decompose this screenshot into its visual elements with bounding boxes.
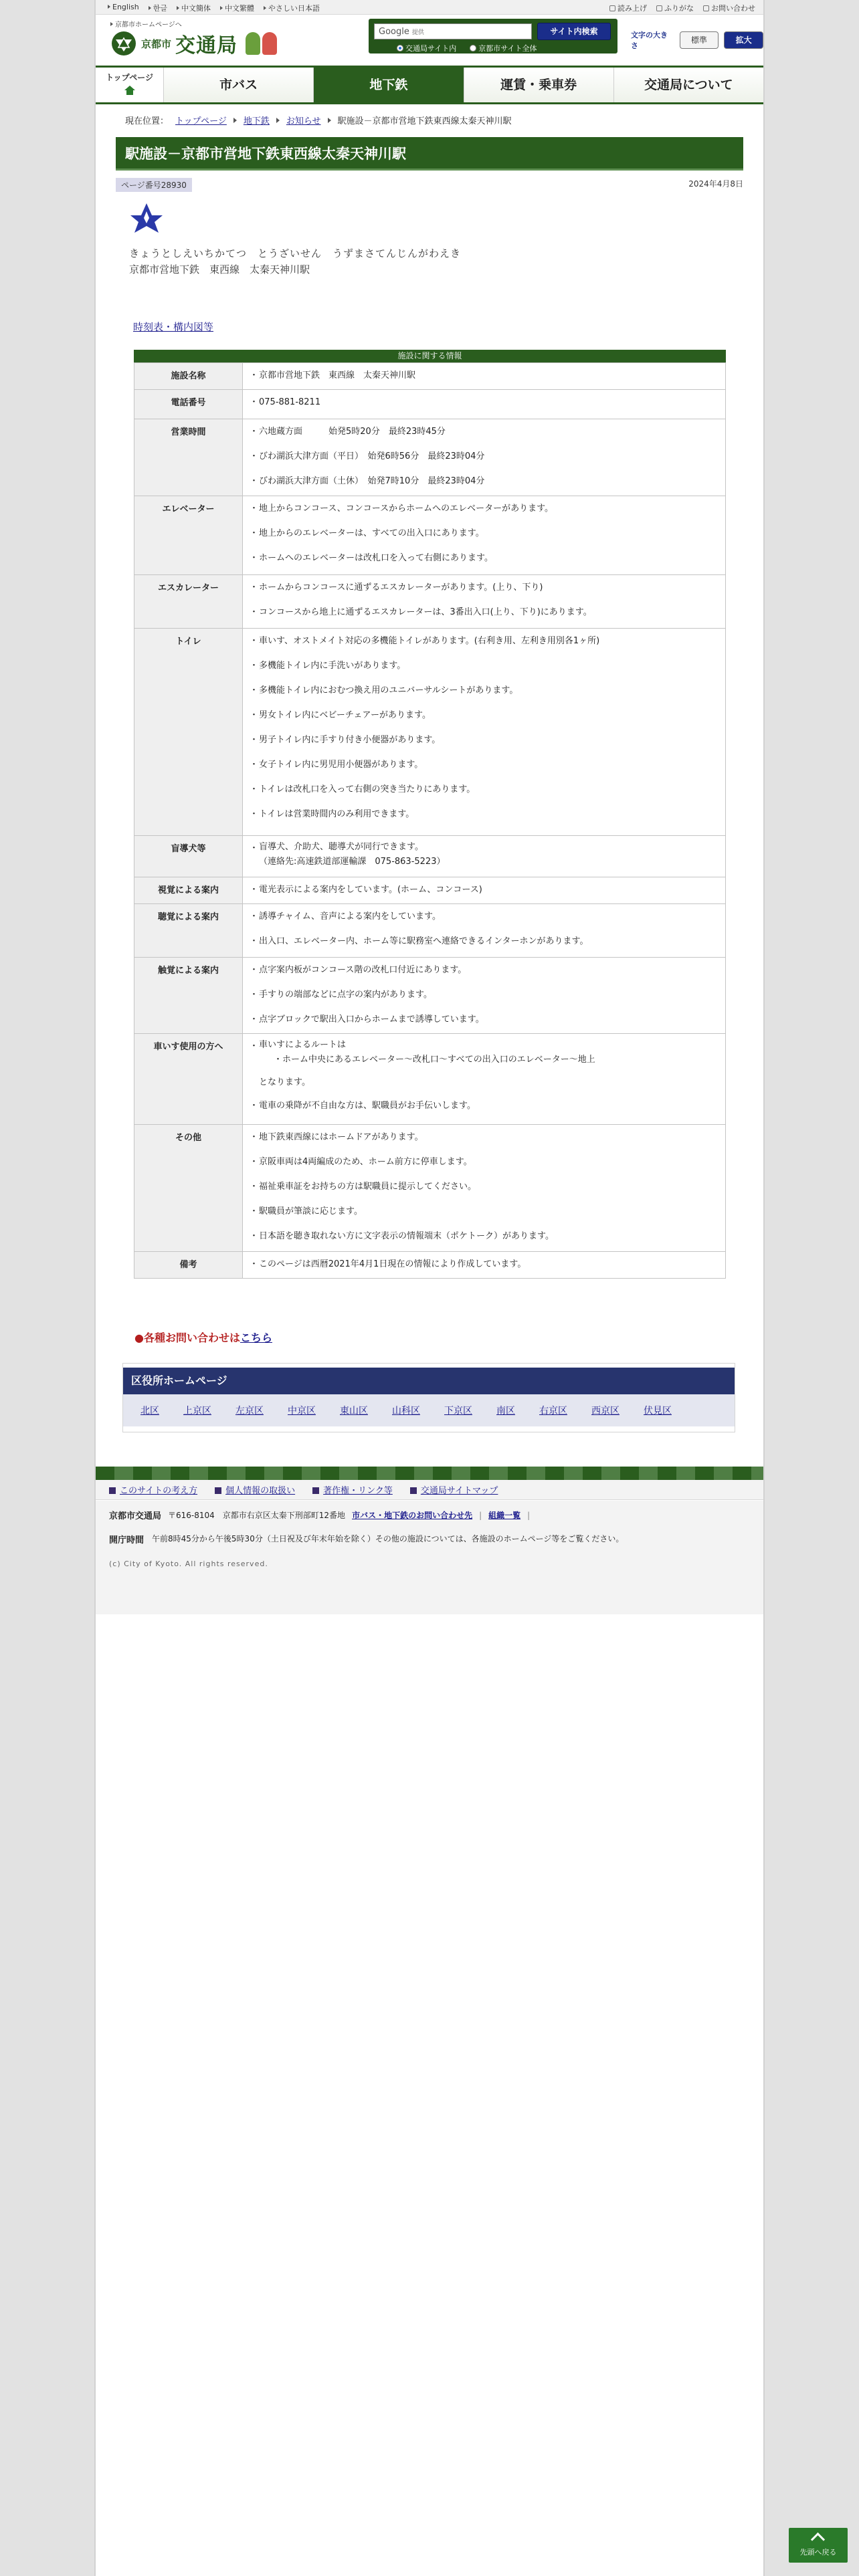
inquiry-line: ●各種お問い合わせはこちら (134, 1331, 272, 1344)
row-label-tactile: 触覚による案内 (134, 958, 243, 1034)
arrow-icon (177, 6, 179, 10)
arrow-icon (220, 6, 223, 10)
nav-fares[interactable]: 運賃・乗車券 (464, 68, 614, 102)
table-row (134, 958, 726, 1034)
ward-link-shimogyo[interactable]: 下京区 (444, 1406, 472, 1416)
font-large-button[interactable]: 拡大 (724, 31, 763, 49)
furigana-icon (656, 5, 662, 11)
station-kana: きょうとしえいちかてつ とうざいせん うずまさてんじんがわえき (129, 247, 462, 259)
chevron-right-icon (233, 118, 237, 123)
scope-radio-bureau[interactable]: 交通局サイト内 (397, 43, 456, 53)
row-label-audio: 聴覚による案内 (134, 904, 243, 958)
row-label-other: その他 (134, 1125, 243, 1252)
square-bullet-icon (410, 1487, 417, 1494)
table-row (134, 1125, 726, 1252)
table-row (134, 877, 726, 904)
chevron-right-icon (276, 118, 280, 123)
search-button[interactable]: サイト内検索 (537, 23, 611, 40)
lang-link-chinese-simplified[interactable]: 中文簡体 (177, 3, 211, 13)
row-label-remarks: 備考 (134, 1252, 243, 1279)
search-scope (397, 43, 537, 53)
row-value-elevator: ・ 地上からコンコース、コンコースからホームへのエレベーターがあります。 ・ 地上からのエレベーターは、すべての出入口にあります。 ・ ホームへのエレベーターは改札口を入って右側にあります。 (243, 496, 726, 575)
page-wrapper (94, 0, 765, 2576)
arrow-icon (110, 22, 113, 26)
ward-office-list (123, 1394, 735, 1426)
nav-top-page[interactable]: トップページ (96, 68, 164, 102)
mail-icon (703, 5, 709, 11)
footer-contact-link[interactable]: 市バス・地下鉄のお問い合わせ先 (352, 1511, 473, 1520)
footer-org-list-link[interactable]: 組織一覧 (488, 1511, 521, 1520)
row-label-toilet: トイレ (134, 629, 243, 836)
site-header (96, 15, 763, 63)
main-nav (96, 66, 763, 104)
font-standard-button[interactable]: 標準 (680, 31, 719, 49)
logo-name-text: 交通局 (175, 34, 238, 58)
breadcrumb-current: 駅施設－京都市営地下鉄東西線太秦天神川駅 (337, 116, 512, 126)
ward-link-higashiyama[interactable]: 東山区 (340, 1406, 368, 1416)
row-label-phone: 電話番号 (134, 390, 243, 419)
table-row (134, 390, 726, 419)
table-row (134, 629, 726, 836)
breadcrumb-news[interactable]: お知らせ (286, 116, 321, 126)
footer-hours: 午前8時45分から午後5時30分（土日祝及び年末年始を除く）その他の施設については、各施設のホームページ等をご覧ください。 (152, 1534, 624, 1543)
arrow-icon (149, 6, 151, 10)
ward-link-nakagyo[interactable]: 中京区 (288, 1406, 316, 1416)
chevron-right-icon (328, 118, 331, 123)
footer-links (96, 1480, 763, 1500)
back-to-top-button[interactable]: 先頭へ戻る (789, 2528, 848, 2563)
nav-about[interactable]: 交通局について (614, 68, 763, 102)
footer-hours-line (109, 1533, 624, 1545)
footer-link-copyright[interactable]: 著作権・リンク等 (312, 1483, 393, 1496)
language-links (108, 3, 320, 13)
logo-city-text: 京都市 (141, 37, 172, 50)
ward-link-fushimi[interactable]: 伏見区 (644, 1406, 672, 1416)
table-row (134, 363, 726, 390)
row-label-escalator: エスカレーター (134, 575, 243, 629)
row-label-wheelchair: 車いす使用の方へ (134, 1034, 243, 1125)
lang-link-easy-japanese[interactable]: やさしい日本語 (264, 3, 320, 13)
row-value-toilet: ・ 車いす、オストメイト対応の多機能トイレがあります。(右利き用、左利き用別各1ヶ所) ・ 多機能トイレ内に手洗いがあります。 ・ 多機能トイレ内におむつ換え用のユニバーサルシートがあります。 ・ 男女トイレ内にベビーチェアーがあります。 ・ 男子トイレ内に手すり付き小便器があります。 ・ 女子トイレ内に男児用小便器があります。 ・ トイレは改札口を入って右側の突き当たりにあります。 ・ トイレは営業時間内のみ利用できます。 (243, 629, 726, 836)
row-label-elevator: エレベーター (134, 496, 243, 575)
row-value-tactile: ・ 点字案内板がコンコース階の改札口付近にあります。 ・ 手すりの端部などに点字の案内があります。 ・ 点字ブロックで駅出入口からホームまで誘導しています。 (243, 958, 726, 1034)
lang-link-chinese-traditional[interactable]: 中文繁體 (220, 3, 254, 13)
row-label-hours: 営業時間 (134, 419, 243, 496)
row-value-facility: ・ 京都市営地下鉄 東西線 太秦天神川駅 (243, 363, 726, 390)
subway-logo-icon (129, 201, 164, 235)
copyright: (c) City of Kyoto. All rights reserved. (109, 1560, 268, 1568)
ward-link-kita[interactable]: 北区 (140, 1406, 159, 1416)
font-size-label: 文字の大きさ (631, 31, 668, 50)
table-row (134, 419, 726, 496)
breadcrumb (125, 114, 512, 126)
footer-address-line: 京都市交通局 〒616-8104 京都市右京区太秦下刑部町12番地 市バス・地下鉄のお問い合わせ先 | 組織一覧 | (109, 1509, 530, 1521)
lang-link-english[interactable]: English (108, 3, 139, 13)
table-row (134, 496, 726, 575)
row-label-dog: 盲導犬等 (134, 836, 243, 877)
footer-link-policy[interactable]: このサイトの考え方 (109, 1483, 197, 1496)
kyoto-city-emblem-icon (110, 30, 137, 57)
breadcrumb-subway[interactable]: 地下鉄 (243, 116, 270, 126)
nav-city-bus[interactable]: 市バス (164, 68, 314, 102)
city-home-link[interactable]: 京都市ホームページへ (110, 19, 182, 29)
mascot-icon (262, 32, 277, 55)
footer-decoration (96, 1467, 763, 1480)
speaker-icon (609, 5, 615, 11)
mascot-icon (246, 32, 260, 55)
row-value-phone: ・ 075-881-8211 (243, 390, 726, 419)
ward-link-nishikyo[interactable]: 西京区 (591, 1406, 619, 1416)
row-value-other: ・ 地下鉄東西線にはホームドアがあります。 ・ 京阪車両は4両編成のため、ホーム前方に停車します。 ・ 福祉乗車証をお持ちの方は駅職員に提示してください。 ・ 駅職員が筆談に応じます。 ・ 日本語を聴き取れない方に文字表示の情報端末（ポケトーク）があります。 (243, 1125, 726, 1252)
row-label-facility: 施設名称 (134, 363, 243, 390)
row-value-wheelchair: ・ 車いすによるルートは ・ホーム中央にあるエレベーター～改札口～すべての出入口のエレベーター～地上 となります。 ・ 電車の乗降が不自由な方は、駅職員がお手伝いします。 (243, 1034, 726, 1125)
lang-link-korean[interactable]: 한글 (149, 3, 167, 13)
table-caption: 施設に関する情報 (134, 350, 726, 362)
inquiry-link[interactable]: こちら (240, 1331, 272, 1344)
footer-link-sitemap[interactable]: 交通局サイトマップ (410, 1483, 498, 1496)
site-logo[interactable] (110, 28, 277, 59)
row-value-escalator: ・ ホームからコンコースに通ずるエスカレーターがあります。(上り、下り) ・ コンコースから地上に通ずるエスカレーターは、3番出入口(上り、下り)にあります。 (243, 575, 726, 629)
row-value-audio: ・ 誘導チャイム、音声による案内をしています。 ・ 出入口、エレベーター内、ホーム等に駅務室へ連絡できるインターホンがあります。 (243, 904, 726, 958)
arrow-icon (264, 6, 266, 10)
ward-office-box (122, 1363, 735, 1432)
table-row (134, 904, 726, 958)
row-value-dog: ・ 盲導犬、介助犬、聴導犬が同行できます。 （連絡先:高速鉄道部運輸課 075-863-5223） (243, 836, 726, 877)
table-row (134, 575, 726, 629)
row-label-visual: 視覚による案内 (134, 877, 243, 904)
scope-radio-city[interactable]: 京都市サイト全体 (470, 43, 537, 53)
tool-links (609, 3, 755, 13)
row-value-remarks: ・ このページは西暦2021年4月1日現在の情報により作成しています。 (243, 1252, 726, 1279)
footer-org: 京都市交通局 (109, 1511, 162, 1521)
page-date: 2024年4月8日 (688, 179, 743, 189)
home-icon (124, 86, 136, 95)
read-aloud-link[interactable]: 読み上げ (609, 3, 647, 13)
table-row (134, 1034, 726, 1125)
ward-link-sakyo[interactable]: 左京区 (235, 1406, 264, 1416)
footer-info (96, 1501, 763, 1614)
mascot-group (246, 32, 277, 55)
search-input[interactable]: Google 提供 (374, 23, 532, 39)
table-row (134, 1252, 726, 1279)
radio-icon (470, 45, 476, 51)
square-bullet-icon (312, 1487, 319, 1494)
arrow-icon (108, 5, 110, 9)
footer-address: 〒616-8104 京都市右京区太秦下刑部町12番地 (168, 1511, 346, 1520)
utility-bar (96, 0, 763, 15)
page-number: ページ番号28930 (116, 178, 192, 192)
ward-link-minami[interactable]: 南区 (496, 1406, 515, 1416)
furigana-link[interactable]: ふりがな (656, 3, 694, 13)
square-bullet-icon (215, 1487, 221, 1494)
timetable-link[interactable]: 時刻表・構内図等 (133, 321, 214, 333)
ward-link-kamigyo[interactable]: 上京区 (183, 1406, 211, 1416)
ward-link-ukyo[interactable]: 右京区 (539, 1406, 567, 1416)
radio-selected-icon (397, 45, 403, 51)
station-name: 京都市営地下鉄 東西線 太秦天神川駅 (129, 263, 310, 276)
footer-link-privacy[interactable]: 個人情報の取扱い (215, 1483, 295, 1496)
row-value-visual: ・ 電光表示による案内をしています。(ホーム、コンコース) (243, 877, 726, 904)
ward-link-yamashina[interactable]: 山科区 (392, 1406, 420, 1416)
square-bullet-icon (109, 1487, 116, 1494)
ward-office-title: 区役所ホームページ (123, 1368, 735, 1394)
site-search (369, 19, 617, 53)
table-row (134, 836, 726, 877)
page-title: 駅施設－京都市営地下鉄東西線太秦天神川駅 (116, 137, 743, 171)
font-size-control (631, 29, 763, 51)
contact-link[interactable]: お問い合わせ (703, 3, 755, 13)
breadcrumb-label: 現在位置： (125, 116, 169, 126)
breadcrumb-top[interactable]: トップページ (175, 116, 227, 126)
nav-subway[interactable]: 地下鉄 (314, 68, 464, 102)
footer-hours-label: 開庁時間 (109, 1535, 145, 1545)
facility-info-table (134, 350, 726, 1279)
row-value-hours: ・ 六地蔵方面 始発5時20分 最終23時45分 ・ びわ湖浜大津方面（平日） 始発6時56分 最終23時04分 ・ びわ湖浜大津方面（土休） 始発7時10分 最終23時04分 (243, 419, 726, 496)
